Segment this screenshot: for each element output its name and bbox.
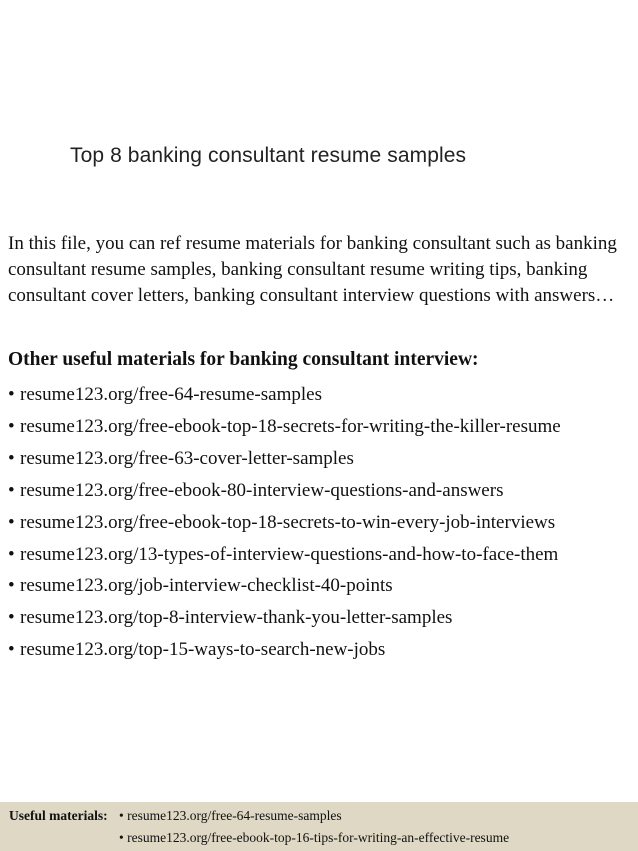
page-title: Top 8 banking consultant resume samples xyxy=(70,144,467,167)
bullet-icon: • xyxy=(8,447,15,469)
footer-label-suffix: : xyxy=(103,808,108,823)
list-item[interactable] xyxy=(8,539,561,571)
list-item[interactable] xyxy=(8,507,561,539)
footer-label xyxy=(9,808,108,824)
bullet-icon: • xyxy=(8,415,15,437)
footer-label-text: Useful materials xyxy=(9,808,104,823)
bullet-icon: • xyxy=(8,511,15,533)
list-item[interactable] xyxy=(8,443,561,475)
list-item[interactable] xyxy=(8,379,561,411)
footer-link[interactable]: • resume123.org/free-64-resume-samples xyxy=(119,808,342,823)
bullet-icon: • xyxy=(8,607,15,629)
resource-link[interactable]: resume123.org/free-63-cover-letter-samples xyxy=(20,447,354,469)
list-item[interactable] xyxy=(8,411,561,443)
list-item[interactable] xyxy=(8,634,561,666)
footer-link[interactable]: • resume123.org/free-ebook-top-16-tips-for-writing-an-effective-resume xyxy=(119,830,510,845)
list-item[interactable] xyxy=(8,602,561,634)
resource-link[interactable]: resume123.org/free-ebook-top-18-secrets-to-win-every-job-interviews xyxy=(20,511,556,533)
materials-link-list xyxy=(8,379,561,666)
resource-link[interactable]: resume123.org/top-8-interview-thank-you-letter-samples xyxy=(20,607,453,629)
bullet-icon: • xyxy=(8,479,15,501)
resource-link[interactable]: resume123.org/free-64-resume-samples xyxy=(20,384,322,405)
list-item[interactable] xyxy=(8,570,561,602)
bullet-icon: • xyxy=(8,384,15,405)
resource-link[interactable]: resume123.org/job-interview-checklist-40-points xyxy=(20,575,393,597)
intro-paragraph: In this file, you can ref resume materials for banking consultant such as banking consultant resume samples, banking consultant resume writing tips, banking consultant cover letters, banking consultant interview questions with answers… xyxy=(8,233,617,306)
list-item[interactable] xyxy=(8,475,561,507)
resource-link[interactable]: resume123.org/13-types-of-interview-questions-and-how-to-face-them xyxy=(20,543,559,565)
bullet-icon: • xyxy=(8,575,15,597)
materials-heading: Other useful materials for banking consultant interview: xyxy=(8,349,479,370)
resource-link[interactable]: resume123.org/free-ebook-80-interview-questions-and-answers xyxy=(20,479,504,501)
resource-link[interactable]: resume123.org/free-ebook-top-18-secrets-for-writing-the-killer-resume xyxy=(20,415,561,437)
bullet-icon: • xyxy=(8,543,15,565)
footer-bar xyxy=(0,802,638,851)
resource-link[interactable]: resume123.org/top-15-ways-to-search-new-jobs xyxy=(20,639,386,661)
bullet-icon: • xyxy=(8,639,15,661)
